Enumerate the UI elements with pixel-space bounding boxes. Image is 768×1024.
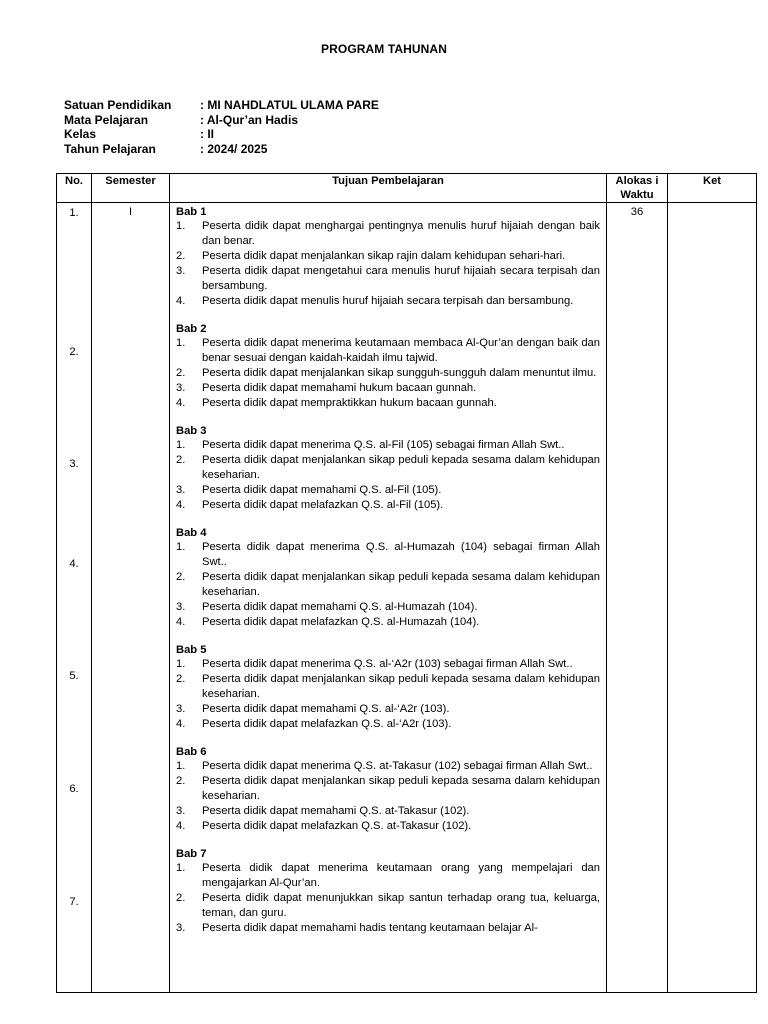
objective-item bbox=[176, 336, 600, 366]
objective-item bbox=[176, 264, 600, 294]
objective-item bbox=[176, 249, 600, 264]
objective-number: 3. bbox=[176, 703, 186, 715]
header-tujuan: Tujuan Pembelajaran bbox=[170, 174, 607, 203]
info-label: Mata Pelajaran bbox=[64, 112, 149, 127]
objective-text: Peserta didik dapat menghargai pentingnya menulis huruf hijaiah dengan baik dan benar. bbox=[202, 220, 600, 247]
objective-number: 2. bbox=[176, 892, 186, 904]
bab-title: Bab 4 bbox=[176, 527, 207, 539]
objective-text: Peserta didik dapat menjalankan sikap rajin dalam kehidupan sehari-hari. bbox=[202, 250, 566, 262]
page-title: PROGRAM TAHUNAN bbox=[321, 42, 447, 56]
objective-text: Peserta didik dapat mengetahui cara menulis huruf hijaiah secara terpisah dan bersambung. bbox=[202, 265, 600, 292]
objective-text: Peserta didik dapat menerima Q.S. al-Humazah (104) sebagai firman Allah Swt.. bbox=[202, 541, 600, 568]
objective-item bbox=[176, 672, 600, 702]
header-ket: Ket bbox=[668, 174, 757, 203]
objective-number: 4. bbox=[176, 295, 186, 307]
objective-item bbox=[176, 717, 600, 732]
row-number: 2. bbox=[69, 346, 79, 358]
objective-number: 1. bbox=[176, 337, 186, 349]
objective-number: 1. bbox=[176, 541, 186, 553]
row-number: 4. bbox=[69, 558, 79, 570]
objective-item bbox=[176, 483, 600, 498]
objective-item bbox=[176, 438, 600, 453]
objective-number: 2. bbox=[176, 367, 186, 379]
objective-text: Peserta didik dapat melafazkan Q.S. al-Fil (105). bbox=[202, 499, 444, 511]
objective-item bbox=[176, 219, 600, 249]
info-row bbox=[64, 142, 379, 157]
objective-text: Peserta didik dapat menerima keutamaan membaca Al-Qur’an dengan baik dan benar sesuai dengan kaidah-kaidah ilmu tajwid. bbox=[202, 337, 600, 364]
objective-item bbox=[176, 615, 600, 630]
objective-number: 3. bbox=[176, 484, 186, 496]
info-value: : 2024/ 2025 bbox=[200, 141, 268, 156]
objective-text: Peserta didik dapat menerima Q.S. at-Takasur (102) sebagai firman Allah Swt.. bbox=[202, 760, 593, 772]
objective-number: 2. bbox=[176, 250, 186, 262]
no-cell bbox=[57, 203, 92, 993]
objective-text: Peserta didik dapat memahami hukum bacaan gunnah. bbox=[202, 382, 477, 394]
objective-item bbox=[176, 366, 600, 381]
table-row bbox=[57, 203, 757, 993]
info-row bbox=[64, 113, 379, 128]
objective-number: 4. bbox=[176, 397, 186, 409]
info-value: : Al-Qur’an Hadis bbox=[200, 112, 299, 127]
objective-number: 3. bbox=[176, 382, 186, 394]
objective-item bbox=[176, 396, 600, 411]
info-value: : MI NAHDLATUL ULAMA PARE bbox=[200, 98, 379, 112]
objective-number: 4. bbox=[176, 499, 186, 511]
objective-item bbox=[176, 498, 600, 513]
header-no: No. bbox=[57, 174, 92, 203]
objective-item bbox=[176, 600, 600, 615]
objective-text: Peserta didik dapat menjalankan sikap peduli kepada sesama dalam kehidupan keseharian. bbox=[202, 454, 600, 481]
objective-item bbox=[176, 657, 600, 672]
objective-item bbox=[176, 891, 600, 921]
objective-text: Peserta didik dapat melafazkan Q.S. al-‘A2r (103). bbox=[202, 718, 452, 730]
objective-number: 1. bbox=[176, 658, 186, 670]
row-number: 3. bbox=[69, 458, 79, 470]
info-label: Satuan Pendidikan bbox=[64, 98, 172, 112]
tujuan-cell bbox=[170, 203, 607, 993]
bab-section bbox=[176, 205, 600, 309]
objective-text: Peserta didik dapat menerima Q.S. al-Fil (105) sebagai firman Allah Swt.. bbox=[202, 439, 565, 451]
objective-text: Peserta didik dapat melafazkan Q.S. al-Humazah (104). bbox=[202, 616, 480, 628]
bab-title: Bab 7 bbox=[176, 848, 207, 860]
objective-number: 4. bbox=[176, 616, 186, 628]
objective-number: 2. bbox=[176, 454, 186, 466]
objective-text: Peserta didik dapat memahami hadis tentang keutamaan belajar Al- bbox=[202, 922, 538, 934]
objective-number: 2. bbox=[176, 775, 186, 787]
objective-text: Peserta didik dapat memahami Q.S. al-Fil (105). bbox=[202, 484, 442, 496]
objective-text: Peserta didik dapat menjalankan sikap sungguh-sungguh dalam menuntut ilmu. bbox=[202, 367, 597, 379]
objective-item bbox=[176, 804, 600, 819]
objective-number: 3. bbox=[176, 922, 186, 934]
info-row bbox=[64, 127, 379, 142]
document-info bbox=[64, 98, 379, 156]
ket-cell bbox=[668, 203, 757, 993]
objective-item bbox=[176, 702, 600, 717]
objective-text: Peserta didik dapat memahami Q.S. at-Takasur (102). bbox=[202, 805, 470, 817]
objective-number: 1. bbox=[176, 220, 186, 232]
objective-number: 2. bbox=[176, 571, 186, 583]
bab-section bbox=[176, 424, 600, 513]
info-label: Tahun Pelajaran bbox=[64, 141, 156, 156]
objective-text: Peserta didik dapat menjalankan sikap peduli kepada sesama dalam kehidupan keseharian. bbox=[202, 673, 600, 700]
objective-number: 1. bbox=[176, 760, 186, 772]
objective-number: 3. bbox=[176, 265, 186, 277]
alokasi-cell: 36 bbox=[607, 203, 668, 993]
objective-item bbox=[176, 570, 600, 600]
objective-item bbox=[176, 774, 600, 804]
info-row bbox=[64, 98, 379, 113]
objective-text: Peserta didik dapat menerima keutamaan orang yang mempelajari dan mengajarkan Al-Qur’an. bbox=[202, 862, 600, 889]
bab-section bbox=[176, 322, 600, 411]
objective-number: 1. bbox=[176, 439, 186, 451]
bab-title: Bab 6 bbox=[176, 746, 207, 758]
objective-item bbox=[176, 921, 600, 936]
objective-number: 3. bbox=[176, 601, 186, 613]
objective-text: Peserta didik dapat mempraktikkan hukum bacaan gunnah. bbox=[202, 397, 497, 409]
bab-title: Bab 5 bbox=[176, 644, 207, 656]
objective-item bbox=[176, 819, 600, 834]
objective-number: 1. bbox=[176, 862, 186, 874]
objective-text: Peserta didik dapat menjalankan sikap peduli kepada sesama dalam kehidupan keseharian. bbox=[202, 571, 600, 598]
objective-text: Peserta didik dapat menunjukkan sikap santun terhadap orang tua, keluarga, teman, dan guru. bbox=[202, 892, 600, 919]
row-number: 1. bbox=[69, 207, 79, 219]
bab-section bbox=[176, 745, 600, 834]
objective-text: Peserta didik dapat menulis huruf hijaiah secara terpisah dan bersambung. bbox=[202, 295, 574, 307]
table-header-row bbox=[57, 174, 757, 203]
bab-section bbox=[176, 847, 600, 936]
header-semester: Semester bbox=[92, 174, 170, 203]
row-number: 7. bbox=[69, 896, 79, 908]
bab-title: Bab 2 bbox=[176, 323, 207, 335]
objective-number: 4. bbox=[176, 820, 186, 832]
objective-text: Peserta didik dapat memahami Q.S. al-Humazah (104). bbox=[202, 601, 478, 613]
program-table bbox=[56, 173, 757, 993]
info-label: Kelas bbox=[64, 127, 97, 141]
objective-number: 3. bbox=[176, 805, 186, 817]
objective-text: Peserta didik dapat memahami Q.S. al-‘A2r (103). bbox=[202, 703, 450, 715]
objective-text: Peserta didik dapat menjalankan sikap peduli kepada sesama dalam kehidupan keseharian. bbox=[202, 775, 600, 802]
objective-item bbox=[176, 861, 600, 891]
objective-item bbox=[176, 294, 600, 309]
row-number: 6. bbox=[69, 783, 79, 795]
objective-item bbox=[176, 540, 600, 570]
info-value: : II bbox=[200, 127, 214, 141]
bab-title: Bab 3 bbox=[176, 425, 207, 437]
objective-number: 2. bbox=[176, 673, 186, 685]
bab-title: Bab 1 bbox=[176, 206, 207, 218]
objective-item bbox=[176, 759, 600, 774]
bab-section bbox=[176, 643, 600, 732]
objective-text: Peserta didik dapat menerima Q.S. al-‘A2r (103) sebagai firman Allah Swt.. bbox=[202, 658, 573, 670]
header-alokasi-waktu: Alokas i Waktu bbox=[607, 174, 668, 203]
semester-cell: I bbox=[92, 203, 170, 993]
row-number: 5. bbox=[69, 670, 79, 682]
objective-item bbox=[176, 381, 600, 396]
bab-section bbox=[176, 526, 600, 630]
objective-item bbox=[176, 453, 600, 483]
objective-number: 4. bbox=[176, 718, 186, 730]
objective-text: Peserta didik dapat melafazkan Q.S. at-Takasur (102). bbox=[202, 820, 472, 832]
